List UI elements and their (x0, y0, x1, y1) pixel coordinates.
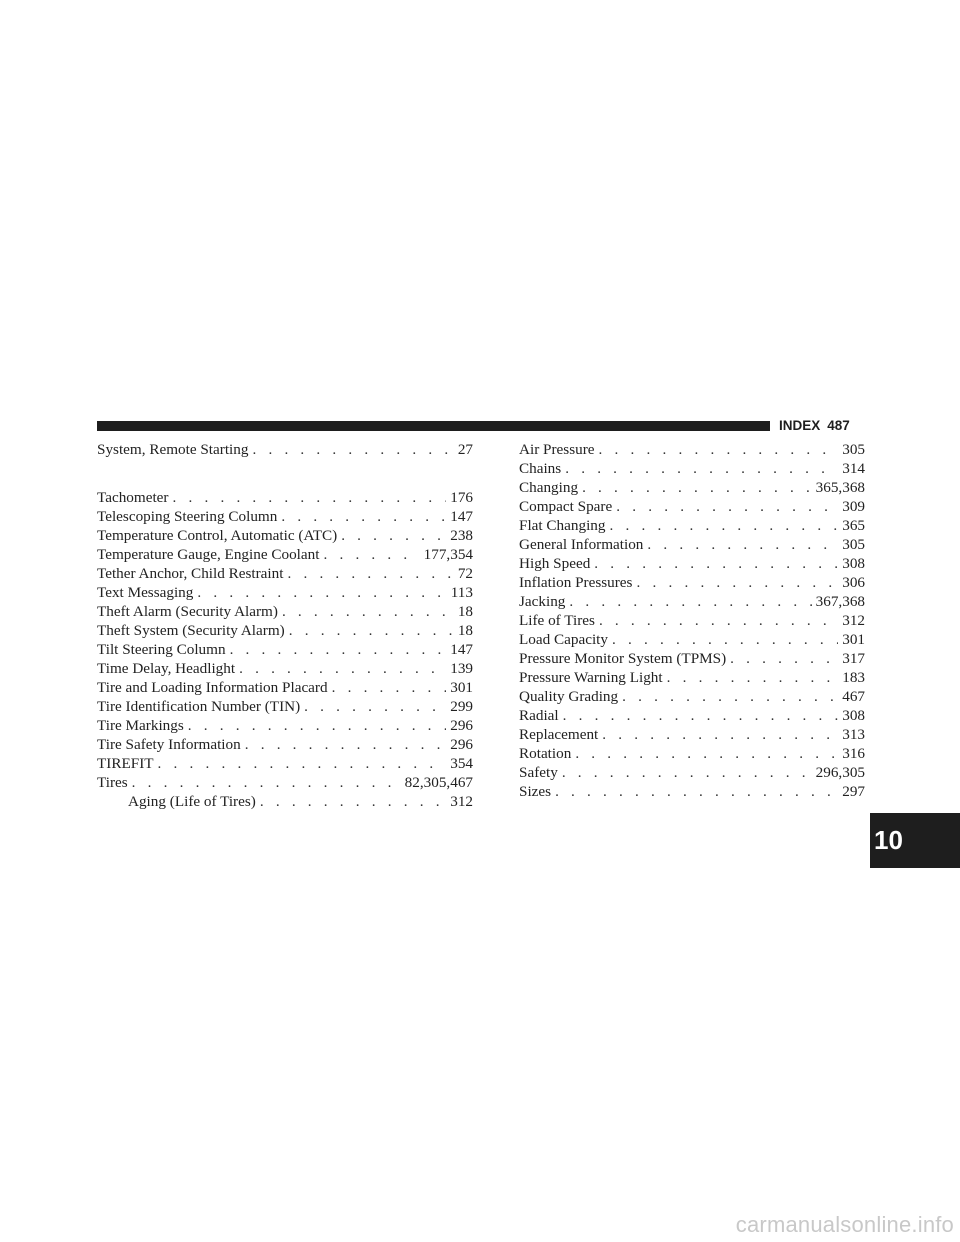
entry-term: TIREFIT (97, 755, 154, 772)
index-entry (97, 526, 473, 545)
index-entry (97, 659, 473, 678)
index-subentry (519, 516, 865, 535)
entry-term: Quality Grading (519, 688, 619, 705)
entry-pages: 308 (842, 707, 865, 724)
entry-term: Compact Spare (519, 498, 613, 515)
dot-leader (132, 773, 401, 792)
dot-leader (239, 659, 446, 678)
entry-pages: 113 (450, 584, 473, 601)
entry-term: Chains (519, 460, 562, 477)
index-entry (97, 507, 473, 526)
entry-term: Text Messaging (97, 584, 194, 601)
entry-pages: 312 (842, 612, 865, 629)
section-tab: 10 (870, 813, 960, 868)
entry-term: Theft System (Security Alarm) (97, 622, 285, 639)
entry-pages: 306 (842, 574, 865, 591)
entry-pages: 176 (450, 489, 473, 506)
dot-leader (667, 668, 839, 687)
entry-term: Tire and Loading Information Placard (97, 679, 328, 696)
dot-leader (636, 573, 838, 592)
entry-pages: 316 (842, 745, 865, 762)
entry-term: Rotation (519, 745, 572, 762)
index-subentry (519, 478, 865, 497)
dot-leader (252, 440, 453, 459)
entry-pages: 309 (842, 498, 865, 515)
entry-term: General Information (519, 536, 644, 553)
dot-leader (582, 478, 812, 497)
dot-leader (287, 564, 453, 583)
entry-term: Sizes (519, 783, 552, 800)
entry-pages: 296 (450, 717, 473, 734)
dot-leader (562, 763, 812, 782)
index-subentry (519, 611, 865, 630)
index-column-right (519, 440, 865, 801)
entry-term: Jacking (519, 593, 566, 610)
index-subentry (519, 459, 865, 478)
section-title: INDEX (779, 418, 821, 433)
entry-pages: 18 (457, 622, 473, 639)
index-subentry (519, 782, 865, 801)
entry-pages: 305 (842, 536, 865, 553)
entry-pages: 147 (450, 508, 473, 525)
index-subentry (519, 649, 865, 668)
entry-term: Changing (519, 479, 579, 496)
entry-term: Replacement (519, 726, 599, 743)
dot-leader (563, 706, 839, 725)
index-subentry (519, 592, 865, 611)
entry-pages: 301 (842, 631, 865, 648)
dot-leader (599, 611, 838, 630)
dot-leader (730, 649, 838, 668)
index-subentry (519, 687, 865, 706)
index-subentry (519, 535, 865, 554)
index-entry (97, 754, 473, 773)
entry-pages: 299 (450, 698, 473, 715)
index-subentry (519, 440, 865, 459)
entry-pages: 296 (450, 736, 473, 753)
entry-pages: 314 (842, 460, 865, 477)
entry-term: Tilt Steering Column (97, 641, 226, 658)
index-entry (97, 564, 473, 583)
entry-pages: 354 (450, 755, 473, 772)
index-entry (97, 621, 473, 640)
index-entry (97, 602, 473, 621)
dot-leader (158, 754, 447, 773)
entry-pages: 177,354 (423, 546, 473, 563)
dot-leader (188, 716, 446, 735)
entry-pages: 297 (842, 783, 865, 800)
index-entry (97, 583, 473, 602)
entry-pages: 365 (842, 517, 865, 534)
dot-leader (599, 440, 839, 459)
index-entry (97, 735, 473, 754)
dot-leader (172, 488, 446, 507)
entry-term: Pressure Monitor System (TPMS) (519, 650, 727, 667)
dot-leader (323, 545, 419, 564)
index-entry (97, 678, 473, 697)
entry-term: Tire Safety Information (97, 736, 241, 753)
entry-pages: 238 (450, 527, 473, 544)
entry-term: Pressure Warning Light (519, 669, 663, 686)
dot-leader (555, 782, 838, 801)
entry-term: Aging (Life of Tires) (128, 793, 256, 810)
dot-leader (565, 459, 838, 478)
entry-term: Flat Changing (519, 517, 606, 534)
entry-pages: 301 (450, 679, 473, 696)
dot-leader (341, 526, 446, 545)
dot-leader (612, 630, 838, 649)
entry-term: Tachometer (97, 489, 169, 506)
index-subentry (519, 744, 865, 763)
entry-term: System, Remote Starting (97, 441, 249, 458)
entry-pages: 147 (450, 641, 473, 658)
entry-pages: 308 (842, 555, 865, 572)
dot-leader (616, 497, 838, 516)
entry-term: Radial (519, 707, 559, 724)
dot-leader (622, 687, 838, 706)
dot-leader (230, 640, 447, 659)
entry-term: Tire Identification Number (TIN) (97, 698, 301, 715)
index-entry (97, 440, 473, 459)
entry-group-spacer (97, 459, 473, 488)
header-rule (97, 421, 770, 431)
dot-leader (602, 725, 838, 744)
index-subentry (519, 573, 865, 592)
page-header (779, 418, 850, 433)
watermark: carmanualsonline.info (735, 1212, 954, 1237)
index-subentry (519, 763, 865, 782)
entry-term: Temperature Control, Automatic (ATC) (97, 527, 338, 544)
index-column-left (97, 440, 473, 811)
index-subentry (519, 668, 865, 687)
dot-leader (197, 583, 446, 602)
index-subentry (519, 630, 865, 649)
entry-pages: 183 (842, 669, 865, 686)
index-subentry (97, 792, 473, 811)
index-entry (97, 640, 473, 659)
entry-pages: 317 (842, 650, 865, 667)
entry-term: Load Capacity (519, 631, 608, 648)
entry-pages: 365,368 (815, 479, 865, 496)
entry-term: Tether Anchor, Child Restraint (97, 565, 284, 582)
page-number: 487 (827, 418, 850, 433)
entry-pages: 367,368 (815, 593, 865, 610)
dot-leader (260, 792, 446, 811)
index-entry (97, 488, 473, 507)
entry-term: Air Pressure (519, 441, 595, 458)
entry-term: High Speed (519, 555, 591, 572)
index-entry (97, 773, 473, 792)
dot-leader (609, 516, 838, 535)
index-entry (97, 716, 473, 735)
dot-leader (569, 592, 811, 611)
index-entry (97, 545, 473, 564)
entry-pages: 305 (842, 441, 865, 458)
entry-pages: 313 (842, 726, 865, 743)
dot-leader (281, 507, 446, 526)
entry-term: Life of Tires (519, 612, 595, 629)
entry-pages: 139 (450, 660, 473, 677)
entry-pages: 467 (842, 688, 865, 705)
entry-pages: 18 (457, 603, 473, 620)
dot-leader (647, 535, 838, 554)
dot-leader (289, 621, 454, 640)
entry-pages: 72 (457, 565, 473, 582)
index-subentry (519, 554, 865, 573)
index-subentry (519, 497, 865, 516)
entry-term: Time Delay, Headlight (97, 660, 236, 677)
dot-leader (245, 735, 447, 754)
dot-leader (594, 554, 838, 573)
entry-term: Safety (519, 764, 558, 781)
dot-leader (304, 697, 446, 716)
entry-term: Temperature Gauge, Engine Coolant (97, 546, 320, 563)
entry-term: Tire Markings (97, 717, 184, 734)
index-entry (97, 697, 473, 716)
entry-term: Inflation Pressures (519, 574, 633, 591)
dot-leader (282, 602, 454, 621)
index-subentry (519, 706, 865, 725)
entry-pages: 82,305,467 (404, 774, 473, 791)
entry-term: Telescoping Steering Column (97, 508, 278, 525)
dot-leader (575, 744, 838, 763)
index-subentry (519, 725, 865, 744)
entry-term: Tires (97, 774, 128, 791)
entry-pages: 27 (457, 441, 473, 458)
dot-leader (332, 678, 447, 697)
entry-pages: 296,305 (815, 764, 865, 781)
entry-term: Theft Alarm (Security Alarm) (97, 603, 278, 620)
entry-pages: 312 (450, 793, 473, 810)
